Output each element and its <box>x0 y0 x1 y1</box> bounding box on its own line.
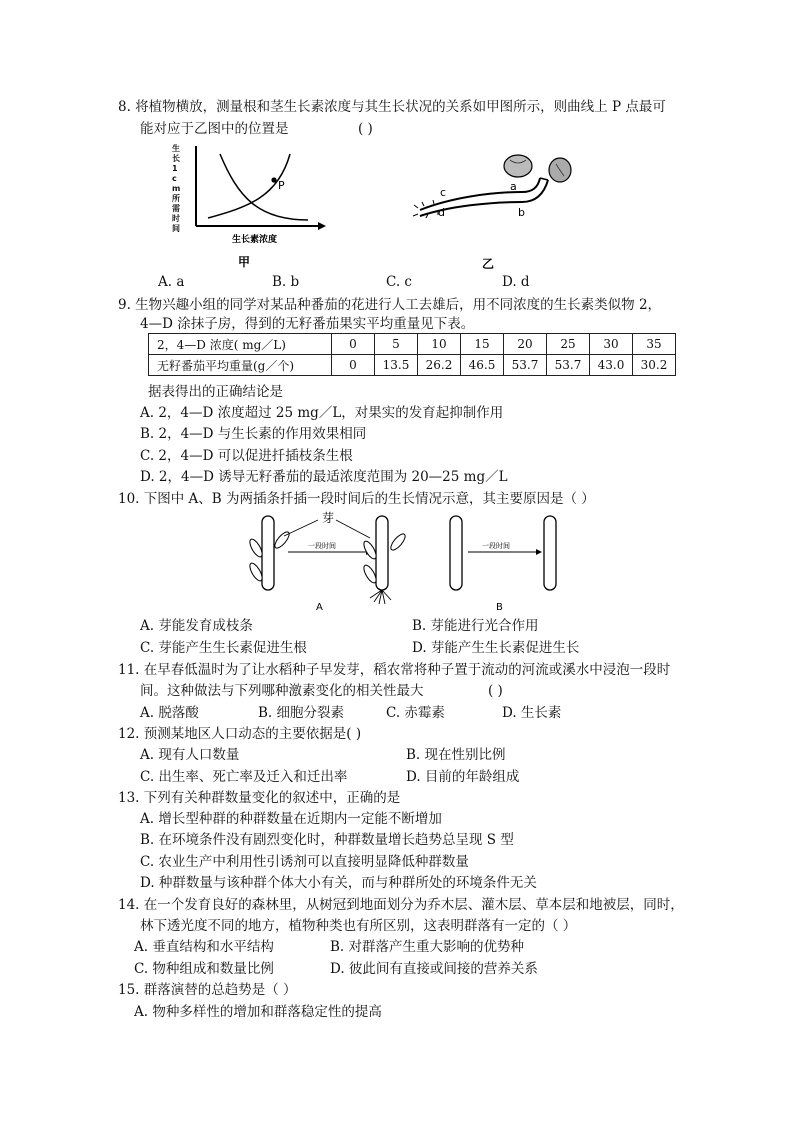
q8-point-p-label: P <box>278 179 285 192</box>
q8-yi-label-b: b <box>518 206 525 219</box>
q10-label-a: A <box>316 602 323 613</box>
q13-stem: 13. 下列有关种群数量变化的叙述中，正确的是 <box>118 790 401 806</box>
table-cell: 5 <box>375 334 418 355</box>
q14-stem-line2: 林下透光度不同的地方，植物种类也有所区别，这表明群落有一定的（ ） <box>140 918 577 934</box>
q8-jia-ylabel: 生长1cm所需时间 <box>172 144 181 233</box>
table-cell: 43.0 <box>590 355 633 376</box>
q11-option-c: C. 赤霉素 <box>386 705 445 721</box>
q14-option-c: C. 物种组成和数量比例 <box>134 961 274 977</box>
q8-answer-paren: ( ) <box>358 121 373 137</box>
q9-option-a: A. 2，4—D 浓度超过 25 mg／L，对果实的发育起抑制作用 <box>140 405 504 421</box>
q10-option-c: C. 芽能产生生长素促进生根 <box>140 640 307 656</box>
table-row-header: 无籽番茄平均重量(g／个) <box>149 355 332 376</box>
q10-option-a: A. 芽能发育成枝条 <box>140 618 253 634</box>
q8-option-d: D. d <box>502 274 530 290</box>
table-cell: 0 <box>332 355 375 376</box>
q10-arrow-b-label: 一段时间 <box>482 542 510 550</box>
q13-option-c: C. 农业生产中利用性引诱剂可以直接明显降低种群数量 <box>140 854 469 870</box>
q15-option-a: A. 物种多样性的增加和群落稳定性的提高 <box>134 1004 382 1020</box>
q9-lead: 据表得出的正确结论是 <box>148 384 283 400</box>
q8-figure-jia <box>168 142 338 272</box>
q9-stem-line2: 4—D 涂抹子房，得到的无籽番茄果实平均重量见下表。 <box>140 316 475 332</box>
q10-figure <box>236 510 566 612</box>
q11-stem-line2: 间。这种做法与下列哪种激素变化的相关性最大 <box>140 683 424 699</box>
table-cell: 30 <box>590 334 633 355</box>
table-cell: 0 <box>332 334 375 355</box>
q10-label-b: B <box>496 602 503 613</box>
table-cell: 10 <box>418 334 461 355</box>
table-cell: 26.2 <box>418 355 461 376</box>
q12-stem: 12. 预测某地区人口动态的主要依据是( ) <box>118 726 362 742</box>
q12-option-d: D. 目前的年龄组成 <box>406 769 520 785</box>
q14-option-b: B. 对群落产生重大影响的优势种 <box>330 939 525 955</box>
q8-yi-label-d: d <box>438 206 445 219</box>
q11-option-b: B. 细胞分裂素 <box>258 705 345 721</box>
q10-arrow-a-label: 一段时间 <box>308 542 336 550</box>
q8-yi-label-c: c <box>440 186 447 199</box>
q8-jia-xlabel: 生长素浓度 <box>232 235 278 245</box>
q14-option-a: A. 垂直结构和水平结构 <box>134 939 274 955</box>
q14-option-d: D. 彼此间有直接或间接的营养关系 <box>330 961 538 977</box>
q11-option-d: D. 生长素 <box>502 705 562 721</box>
q8-yi-caption: 乙 <box>482 257 495 271</box>
table-cell: 15 <box>461 334 504 355</box>
q8-option-c: C. c <box>386 274 412 290</box>
table-cell: 46.5 <box>461 355 504 376</box>
q8-figure-yi <box>410 148 590 273</box>
q8-yi-label-a: a <box>510 180 517 193</box>
q13-option-d: D. 种群数量与该种群个体大小有关，而与种群所处的环境条件无关 <box>140 875 537 891</box>
q8-option-b: B. b <box>272 274 300 290</box>
table-row-header: 2，4—D 浓度( mg／L) <box>149 334 332 355</box>
q13-option-a: A. 增长型种群的种群数量在近期内一定能不断增加 <box>140 811 442 827</box>
table-cell: 30.2 <box>633 355 676 376</box>
table-cell: 35 <box>633 334 676 355</box>
q9-option-d: D. 2，4—D 诱导无籽番茄的最适浓度范围为 20—25 mg／L <box>140 469 508 485</box>
q11-answer-paren: ( ) <box>488 683 503 699</box>
q12-option-b: B. 现在性别比例 <box>406 747 506 763</box>
table-cell: 53.7 <box>547 355 590 376</box>
table-row <box>149 355 676 376</box>
q9-option-b: B. 2，4—D 与生长素的作用效果相同 <box>140 426 367 442</box>
q8-jia-caption: 甲 <box>238 255 251 269</box>
q10-stem: 10. 下图中 A、B 为两插条扦插一段时间后的生长情况示意，其主要原因是（ ） <box>118 491 595 507</box>
q11-stem-line1: 11. 在早春低温时为了让水稻种子早发芽，稻农常将种子置于流动的河流或溪水中浸泡一段时 <box>118 662 671 678</box>
q14-stem-line1: 14. 在一个发育良好的森林里，从树冠到地面划分为乔木层、灌木层、草本层和地被层，同时， <box>118 897 684 913</box>
table-cell: 53.7 <box>504 355 547 376</box>
q11-option-a: A. 脱落酸 <box>140 705 199 721</box>
table-cell: 25 <box>547 334 590 355</box>
table-cell: 20 <box>504 334 547 355</box>
q8-option-a: A. a <box>158 274 185 290</box>
q10-bud-label: 芽 <box>322 511 335 525</box>
q12-option-a: A. 现有人口数量 <box>140 747 240 763</box>
q9-data-table <box>148 333 676 376</box>
table-row <box>149 334 676 355</box>
q12-option-c: C. 出生率、死亡率及迁入和迁出率 <box>140 769 348 785</box>
q8-stem-line1: 8. 将植物横放，测量根和茎生长素浓度与其生长状况的关系如甲图所示，则曲线上 P 点最可 <box>118 99 666 115</box>
q15-stem: 15. 群落演替的总趋势是（ ） <box>118 982 297 998</box>
table-cell: 13.5 <box>375 355 418 376</box>
q8-stem-line2: 能对应于乙图中的位置是 <box>140 121 289 137</box>
q13-option-b: B. 在环境条件没有剧烈变化时，种群数量增长趋势总呈现 S 型 <box>140 832 514 848</box>
q9-option-c: C. 2，4—D 可以促进扦插枝条生根 <box>140 448 353 464</box>
q10-option-d: D. 芽能产生生长素促进生长 <box>412 640 580 656</box>
q10-option-b: B. 芽能进行光合作用 <box>412 618 539 634</box>
q9-stem-line1: 9. 生物兴趣小组的同学对某品种番茄的花进行人工去雄后，用不同浓度的生长素类似物 2， <box>118 297 662 313</box>
